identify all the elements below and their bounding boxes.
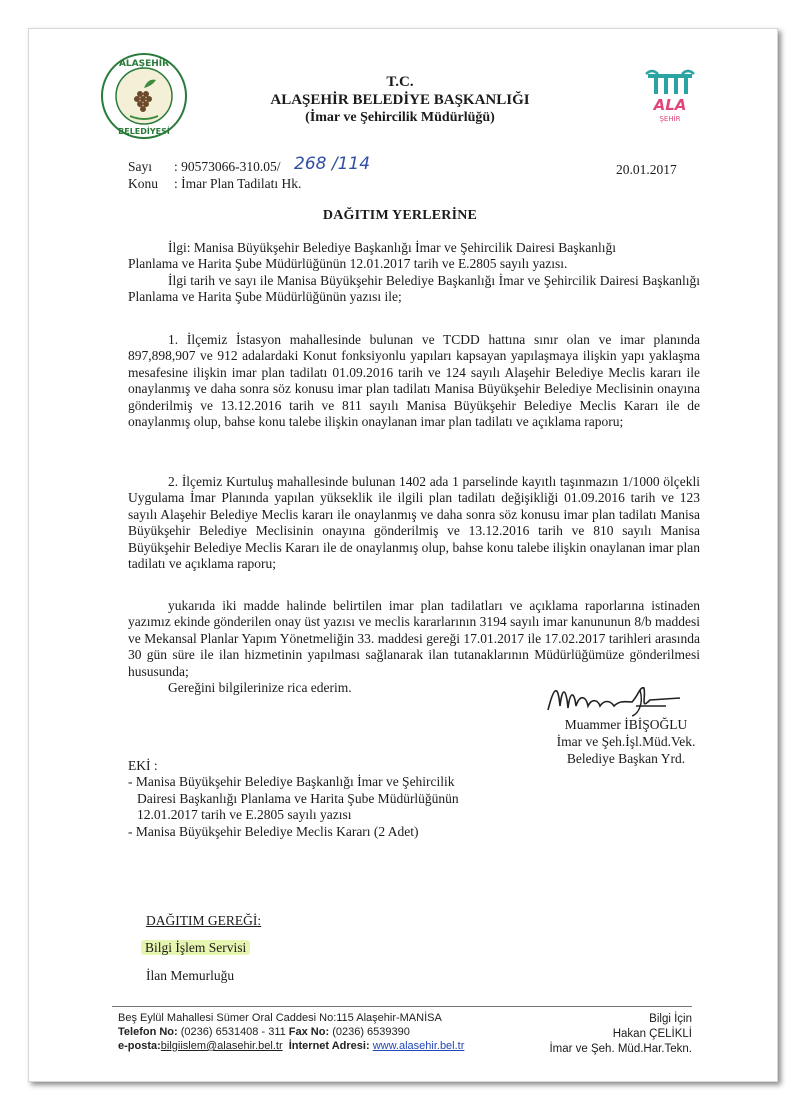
distribution-item-1: Bilgi İşlem Servisi xyxy=(141,940,250,955)
item-1-paragraph xyxy=(128,332,700,430)
attachment-line-1: - Manisa Büyükşehir Belediye Başkanlığı İmar ve Şehircilik xyxy=(128,774,455,790)
fax-label: Fax No: xyxy=(288,1026,330,1038)
item-2-text: 2. İlçemiz Kurtuluş mahallesinde bulunan 1402 ada 1 parselinde kayıtlı taşınmazın 1/1000 ölçekli Uygulama İmar Planında yapılan yükseklik ile ilgili plan tadilatı değişikliği 01.09.2016 tarih ve 123 sayılı Alaşehir Belediye Meclis kararı ile onaylanmış ve daha sonra söz konusu imar plan tadilatı Manisa Büyükşehir Belediye Meclisinin onayına gönderilmiş ve 13.12.2016 tarih ve 810 sayılı Manisa Büyükşehir Belediye Meclis Kararı ile de onaylanmış olup, bahse konu talebe ilişkin onaylanan imar plan tadilatı ve açıklama raporu; xyxy=(128,474,700,572)
signature-image xyxy=(540,676,690,720)
sayi-value: : 90573066-310.05/ xyxy=(174,159,281,174)
attachments-block xyxy=(128,758,459,840)
website-link[interactable]: www.alasehir.bel.tr xyxy=(372,1040,465,1052)
document-date: 20.01.2017 xyxy=(616,162,677,177)
info-title: İmar ve Şeh. Müd.Har.Tekn. xyxy=(549,1043,692,1055)
signatory-name: Muammer İBİŞOĞLU xyxy=(564,717,688,732)
signature-block xyxy=(536,716,716,767)
footer-online xyxy=(118,1040,464,1052)
ilgi-line-2: Planlama ve Harita Şube Müdürlüğünün 12.01.2017 tarih ve E.2805 sayılı yazısı. xyxy=(128,256,568,272)
email-label: e-posta: xyxy=(118,1040,161,1052)
info-label: Bilgi İçin xyxy=(649,1013,692,1025)
item-2-paragraph xyxy=(128,474,700,572)
fax-value: (0236) 6539390 xyxy=(329,1026,410,1038)
logo-subtext: ŞEHİR xyxy=(659,115,681,123)
header-tc: T.C. xyxy=(386,74,414,90)
logo-text: ALA xyxy=(653,96,687,114)
sayi-handwritten: 268 /114 xyxy=(294,154,371,174)
distribution-item-highlight xyxy=(141,940,250,956)
info-name: Hakan ÇELİKLİ xyxy=(612,1028,692,1040)
phone-label: Telefon No: xyxy=(118,1026,178,1038)
footer-address: Beş Eylül Mahallesi Sümer Oral Caddesi No:115 Alaşehir-MANİSA xyxy=(118,1012,442,1024)
konu-label: Konu xyxy=(128,176,158,191)
attachment-line-2: Dairesi Başkanlığı Planlama ve Harita Şube Müdürlüğünün xyxy=(137,790,459,806)
footer-info-block xyxy=(549,1012,692,1057)
document-title: DAĞITIM YERLERİNE xyxy=(322,208,478,223)
attachment-line-3: 12.01.2017 tarih ve E.2805 sayılı yazısı xyxy=(137,807,352,823)
closing-text: yukarıda iki madde halinde belirtilen imar plan tadilatları ve açıklama raporlarına istinaden yazımız ekinde gönderilen onay üst yazısı ve meclis kararlarının 3194 sayılı imar kanununun 8/b maddesi ve Mekansal Planlar Yapım Yönetmeliğin 33. maddesi gereği 17.01.2017 ile 17.02.2017 tarihleri arasında 30 gün süre ile ilan hizmetinin yapılması sağlanarak ilan tutanaklarının Müdürlüğümüze gönderilmesi hususunda; xyxy=(128,598,700,679)
seal-top-text: ALAŞEHİR xyxy=(118,59,170,69)
attachments-label: EKİ : xyxy=(128,758,158,773)
request-text: Gereğini bilgilerinize rica ederim. xyxy=(168,680,352,696)
konu-value: : İmar Plan Tadilatı Hk. xyxy=(174,176,302,191)
distribution-heading: DAĞITIM GEREĞİ: xyxy=(146,913,262,928)
email-link[interactable]: bilgiislem@alasehir.bel.tr xyxy=(160,1040,283,1052)
signatory-role: Belediye Başkan Yrd. xyxy=(566,751,686,766)
sayi-label: Sayı xyxy=(128,159,153,174)
ilgi-paragraph: İlgi tarih ve sayı ile Manisa Büyükşehir Belediye Başkanlığı İmar ve Şehircilik Dairesi Başkanlığı Planlama ve Harita Şube Müdürlüğünün yazısı ile; xyxy=(128,272,700,305)
phone-value: (0236) 6531408 - 311 xyxy=(177,1026,289,1038)
header-institution: ALAŞEHİR BELEDİYE BAŞKANLIĞI xyxy=(270,92,530,108)
item-1-text: 1. İlçemiz İstasyon mahallesinde bulunan ve TCDD hattına sınır olan ve imar planında 897,898,907 ve 912 adalardaki Konut fonksiyonlu yapıları kapsayan yapılaşmaya ilişkin yapı yaklaşma mesafesine ilişkin imar plan tadilatı 01.09.2016 tarih ve 124 sayılı Alaşehir Belediye Meclis kararı ile onaylanmış ve daha sonra söz konusu imar plan tadilatı Manisa Büyükşehir Belediye Meclisinin onayına gönderilmiş ve 13.12.2016 tarih ve 811 sayılı Manisa Büyükşehir Belediye Meclis Kararı ile de onaylanmış olup, bahse konu talebe ilişkin onaylanan imar plan tadilatı ve açıklama raporu; xyxy=(128,332,700,430)
signatory-title: İmar ve Şeh.İşl.Müd.Vek. xyxy=(556,734,696,749)
footer-contact xyxy=(118,1026,410,1038)
attachment-line-4: - Manisa Büyükşehir Belediye Meclis Kararı (2 Adet) xyxy=(128,823,419,839)
seal-bottom-text: BELEDİYESİ xyxy=(118,127,170,136)
ilgi-line-1: İlgi: Manisa Büyükşehir Belediye Başkanlığı İmar ve Şehircilik Dairesi Başkanlığı xyxy=(168,240,617,255)
column-logo-icon xyxy=(642,66,698,126)
web-label: İnternet Adresi: xyxy=(288,1040,370,1052)
ilgi-block xyxy=(128,240,700,306)
header-department: (İmar ve Şehircilik Müdürlüğü) xyxy=(305,110,495,125)
footer-divider xyxy=(112,1006,692,1007)
municipality-seal-icon xyxy=(100,52,188,140)
distribution-item-2: İlan Memurluğu xyxy=(146,968,235,983)
